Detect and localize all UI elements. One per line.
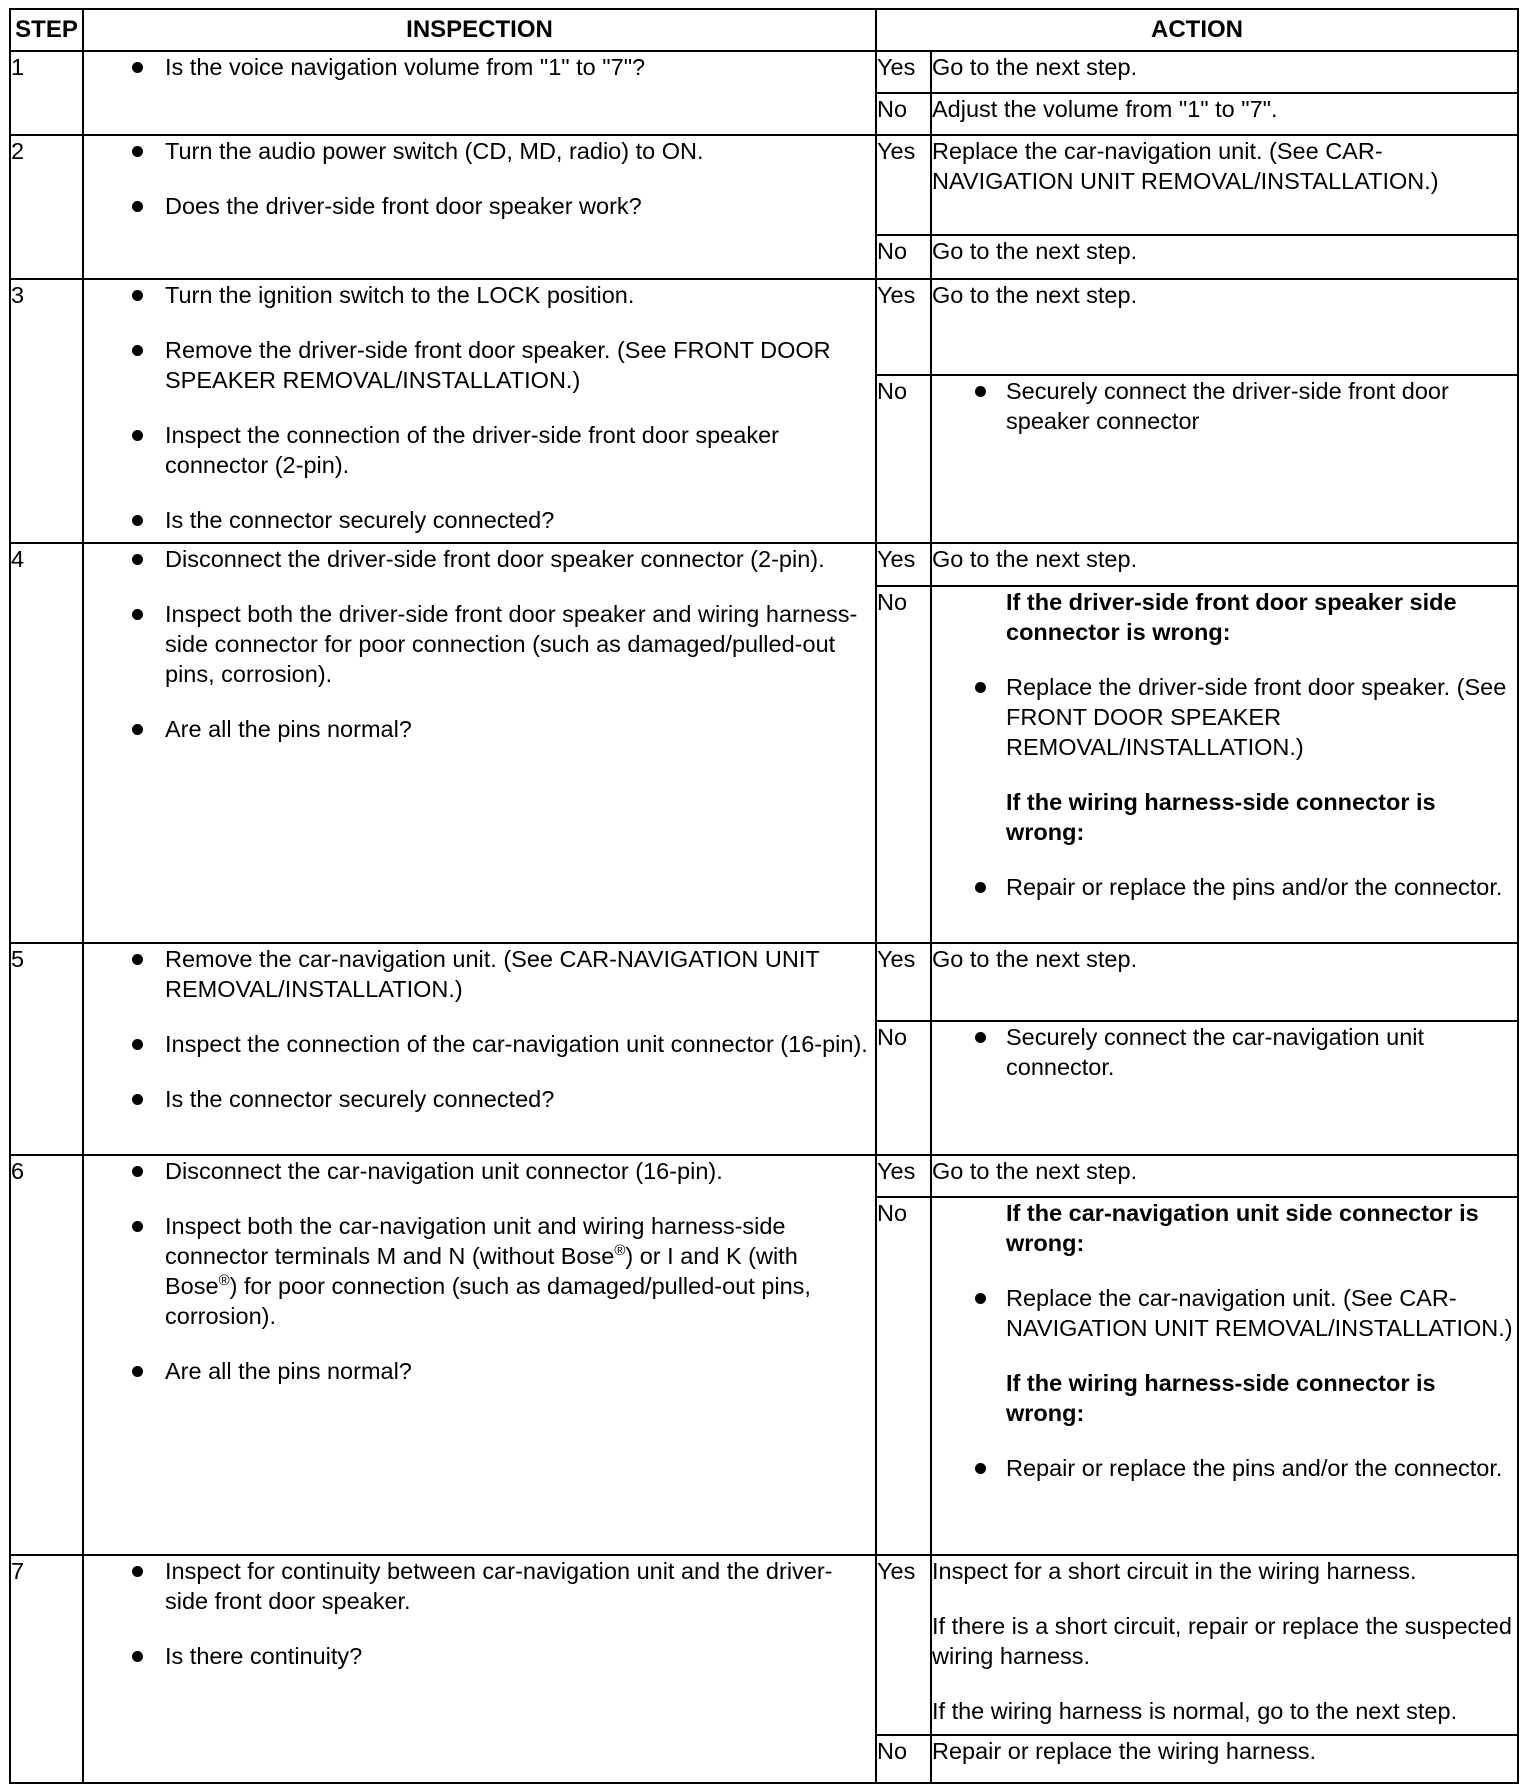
inspection-cell bbox=[83, 1555, 876, 1783]
no-action: Repair or replace the pins and/or the connector. bbox=[932, 1453, 1517, 1483]
step-number: 3 bbox=[10, 279, 83, 543]
step-number: 7 bbox=[10, 1555, 83, 1783]
inspection-cell bbox=[83, 1155, 876, 1555]
yes-action: Go to the next step. bbox=[931, 943, 1518, 1021]
no-action: Adjust the volume from "1" to "7". bbox=[931, 93, 1518, 135]
step-number: 4 bbox=[10, 543, 83, 943]
inspection-item: Does the driver-side front door speaker work? bbox=[84, 191, 875, 221]
yes-label: Yes bbox=[876, 543, 931, 586]
no-label: No bbox=[876, 1735, 931, 1783]
no-action-cell bbox=[931, 586, 1518, 943]
no-action-cell bbox=[931, 1021, 1518, 1155]
inspection-item: Inspect for continuity between car-navigation unit and the driver-side front door speaker. bbox=[84, 1556, 875, 1616]
registered-mark: ® bbox=[218, 1272, 230, 1290]
inspection-item: Turn the audio power switch (CD, MD, radio) to ON. bbox=[84, 136, 875, 166]
inspection-text: ) or I and K (with Bose bbox=[165, 1243, 798, 1299]
inspection-item: Is the voice navigation volume from "1" to "7"? bbox=[84, 52, 875, 82]
inspection-cell bbox=[83, 943, 876, 1155]
no-condition: If the driver-side front door speaker side connector is wrong: bbox=[1006, 589, 1457, 645]
inspection-item: Inspect both the driver-side front door speaker and wiring harness-side connector for poor connection (such as damaged/pulled-out pins, corrosion). bbox=[84, 599, 875, 689]
yes-action: Go to the next step. bbox=[931, 279, 1518, 375]
inspection-item: Is there continuity? bbox=[84, 1641, 875, 1671]
table-row bbox=[10, 1555, 1518, 1735]
yes-label: Yes bbox=[876, 1155, 931, 1197]
yes-action: Replace the car-navigation unit. (See CAR-NAVIGATION UNIT REMOVAL/INSTALLATION.) bbox=[931, 135, 1518, 235]
no-label: No bbox=[876, 586, 931, 943]
no-label: No bbox=[876, 1197, 931, 1555]
table-row bbox=[10, 279, 1518, 375]
inspection-item: Disconnect the car-navigation unit connector (16-pin). bbox=[84, 1156, 875, 1186]
yes-label: Yes bbox=[876, 135, 931, 235]
no-label: No bbox=[876, 1021, 931, 1155]
yes-action-cell bbox=[931, 1555, 1518, 1735]
table-row bbox=[10, 543, 1518, 586]
inspection-text: ) for poor connection (such as damaged/pulled-out pins, corrosion). bbox=[165, 1273, 811, 1329]
table-row bbox=[10, 51, 1518, 93]
no-label: No bbox=[876, 93, 931, 135]
header-action: ACTION bbox=[876, 9, 1518, 51]
inspection-item: Inspect the connection of the driver-side front door speaker connector (2-pin). bbox=[84, 420, 875, 480]
inspection-item: Are all the pins normal? bbox=[84, 1356, 875, 1386]
no-action: Repair or replace the pins and/or the connector. bbox=[932, 872, 1517, 902]
registered-mark: ® bbox=[614, 1242, 626, 1260]
step-number: 6 bbox=[10, 1155, 83, 1555]
inspection-item: Remove the driver-side front door speaker. (See FRONT DOOR SPEAKER REMOVAL/INSTALLATION.) bbox=[84, 335, 875, 395]
no-action: Replace the driver-side front door speaker. (See FRONT DOOR SPEAKER REMOVAL/INSTALLATION.) bbox=[932, 672, 1517, 762]
inspection-cell bbox=[83, 135, 876, 279]
yes-label: Yes bbox=[876, 943, 931, 1021]
inspection-item: Remove the car-navigation unit. (See CAR-NAVIGATION UNIT REMOVAL/INSTALLATION.) bbox=[84, 944, 875, 1004]
yes-label: Yes bbox=[876, 51, 931, 93]
no-action-cell bbox=[931, 375, 1518, 543]
table-row bbox=[10, 1155, 1518, 1197]
inspection-item: Are all the pins normal? bbox=[84, 714, 875, 744]
no-action: Repair or replace the wiring harness. bbox=[931, 1735, 1518, 1783]
step-number: 2 bbox=[10, 135, 83, 279]
inspection-cell bbox=[83, 543, 876, 943]
yes-label: Yes bbox=[876, 1555, 931, 1735]
no-action-cell bbox=[931, 1197, 1518, 1555]
yes-action: If there is a short circuit, repair or replace the suspected wiring harness. bbox=[932, 1613, 1512, 1669]
inspection-cell bbox=[83, 51, 876, 135]
no-action: Replace the car-navigation unit. (See CAR-NAVIGATION UNIT REMOVAL/INSTALLATION.) bbox=[932, 1283, 1517, 1343]
no-condition: If the car-navigation unit side connector is wrong: bbox=[1006, 1200, 1479, 1256]
yes-action: If the wiring harness is normal, go to the next step. bbox=[932, 1698, 1458, 1724]
inspection-item: Is the connector securely connected? bbox=[84, 1084, 875, 1114]
table-row bbox=[10, 943, 1518, 1021]
no-condition: If the wiring harness-side connector is wrong: bbox=[1006, 789, 1436, 845]
inspection-item: Is the connector securely connected? bbox=[84, 505, 875, 535]
inspection-cell bbox=[83, 279, 876, 543]
no-action: Go to the next step. bbox=[931, 235, 1518, 279]
header-step: STEP bbox=[10, 9, 83, 51]
yes-action: Go to the next step. bbox=[931, 543, 1518, 586]
no-action: Securely connect the driver-side front door speaker connector bbox=[932, 376, 1517, 436]
no-label: No bbox=[876, 375, 931, 543]
table-row bbox=[10, 135, 1518, 235]
inspection-item bbox=[84, 1211, 875, 1331]
step-number: 5 bbox=[10, 943, 83, 1155]
header-inspection: INSPECTION bbox=[83, 9, 876, 51]
step-number: 1 bbox=[10, 51, 83, 135]
inspection-item: Inspect the connection of the car-navigation unit connector (16-pin). bbox=[84, 1029, 875, 1059]
yes-label: Yes bbox=[876, 279, 931, 375]
inspection-item: Turn the ignition switch to the LOCK position. bbox=[84, 280, 875, 310]
inspection-text: Inspect both the car-navigation unit and wiring harness-side connector terminals M and N (without Bose bbox=[165, 1213, 786, 1269]
no-label: No bbox=[876, 235, 931, 279]
inspection-item: Disconnect the driver-side front door speaker connector (2-pin). bbox=[84, 544, 875, 574]
diagnostic-table bbox=[9, 8, 1519, 1784]
yes-action: Inspect for a short circuit in the wiring harness. bbox=[932, 1558, 1417, 1584]
yes-action: Go to the next step. bbox=[931, 51, 1518, 93]
no-condition: If the wiring harness-side connector is wrong: bbox=[1006, 1370, 1436, 1426]
no-action: Securely connect the car-navigation unit connector. bbox=[932, 1022, 1517, 1082]
yes-action: Go to the next step. bbox=[931, 1155, 1518, 1197]
header-row bbox=[10, 9, 1518, 51]
